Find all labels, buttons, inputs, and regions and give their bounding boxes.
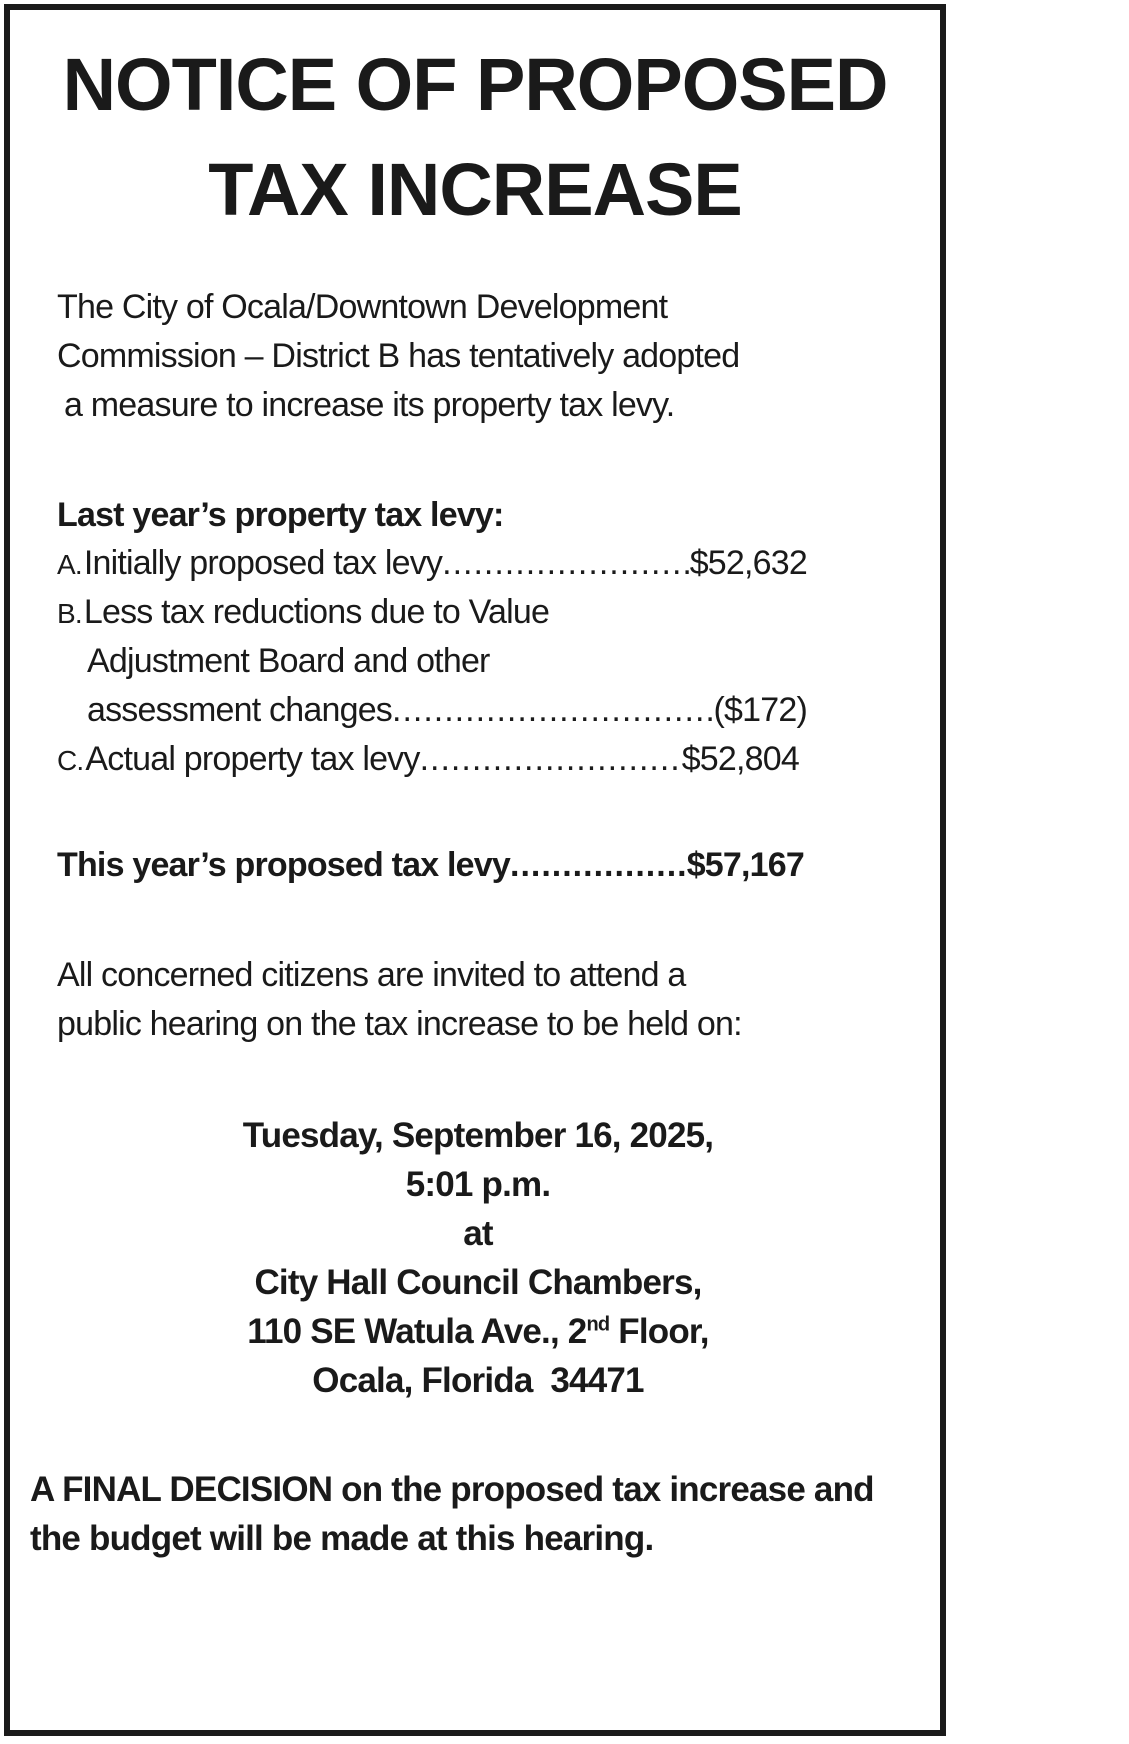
levy-item-b-label-3: assessment changes [87,691,392,729]
last-year-heading: Last year’s property tax levy: [57,496,504,534]
levy-item-c-amount: $52,804 [681,740,799,778]
levy-item-b-line-3 [87,693,807,727]
hearing-address-floor: Floor, [609,1312,709,1351]
levy-item-c-label: Actual property tax levy [85,740,420,778]
notice-border [4,4,946,1736]
this-year-levy [57,848,804,882]
levy-item-a-label: Initially proposed tax levy [83,544,443,582]
levy-item-b-line-1 [57,595,549,629]
hearing-city: Ocala, Florida 34471 [312,1361,644,1400]
levy-item-b-label-2: Adjustment Board and other [87,642,490,680]
hearing-date: Tuesday, September 16, 2025, [242,1116,714,1155]
levy-item-b-letter: B. [57,598,82,629]
hearing-address-ordinal: nd [586,1313,610,1336]
invite-line-2: public hearing on the tax increase to be held on: [57,1005,742,1043]
levy-item-a-amount: $52,632 [689,544,807,582]
leader-dots [510,848,687,882]
hearing-address-street: 110 SE Watula Ave., 2 [247,1312,587,1351]
leader-dots [442,546,690,580]
intro-line-2: Commission – District B has tentatively adopted [57,337,740,375]
levy-item-b-amount: ($172) [713,691,807,729]
notice-title-line-1: NOTICE OF PROPOSED [62,43,888,126]
this-year-levy-label: This year’s proposed tax levy [57,846,510,884]
levy-item-c-letter: C. [57,745,84,776]
intro-line-1: The City of Ocala/Downtown Development [57,288,668,326]
levy-item-b-label-1: Less tax reductions due to Value [83,593,550,631]
this-year-levy-amount: $57,167 [686,846,804,884]
levy-item-c [57,742,799,776]
hearing-time: 5:01 p.m. [405,1165,551,1204]
hearing-address [10,1314,946,1349]
intro-line-3: a measure to increase its property tax levy. [64,386,675,424]
levy-item-a [57,546,807,580]
hearing-at: at [463,1214,493,1253]
hearing-place: City Hall Council Chambers, [254,1263,702,1302]
leader-dots [392,693,714,727]
invite-line-1: All concerned citizens are invited to attend a [57,956,686,994]
levy-item-a-letter: A. [57,549,82,580]
notice-title-line-2: TAX INCREASE [208,148,742,231]
leader-dots [420,742,682,776]
final-decision-line-1: A FINAL DECISION on the proposed tax increase and [30,1470,874,1509]
final-decision-line-2: the budget will be made at this hearing. [30,1519,654,1558]
